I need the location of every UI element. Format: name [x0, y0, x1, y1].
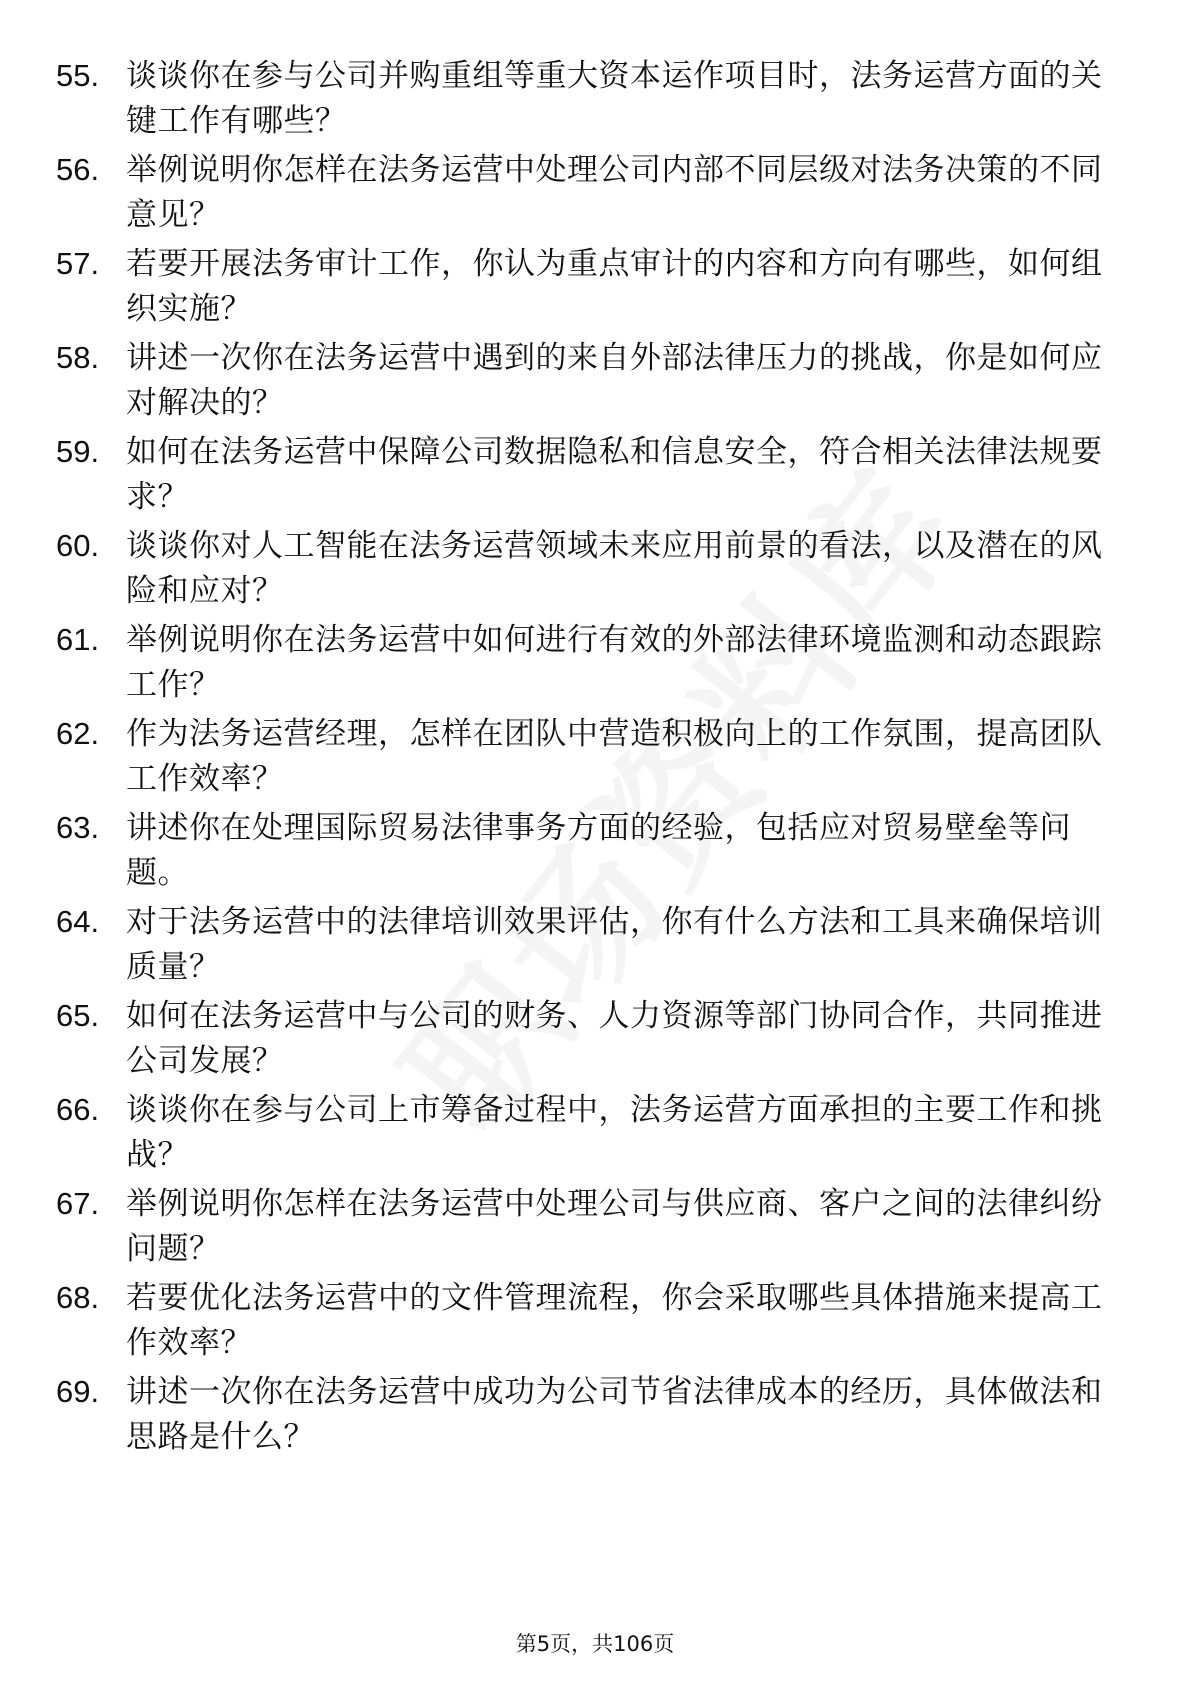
- question-number: 56.: [56, 152, 100, 187]
- question-number: 60.: [56, 528, 100, 563]
- question-item: [0, 524, 1190, 618]
- question-list: [0, 54, 1190, 1464]
- question-text: 举例说明你怎样在法务运营中处理公司与供应商、客户之间的法律纠纷问题？: [126, 1186, 1103, 1267]
- question-number: 57.: [56, 246, 100, 281]
- question-text: 举例说明你在法务运营中如何进行有效的外部法律环境监测和动态跟踪工作？: [126, 622, 1103, 703]
- question-text: 谈谈你在参与公司上市筹备过程中，法务运营方面承担的主要工作和挑战？: [126, 1092, 1103, 1173]
- question-number: 58.: [56, 340, 100, 375]
- question-item: [0, 1276, 1190, 1370]
- question-number: 59.: [56, 434, 100, 469]
- question-number: 55.: [56, 58, 100, 93]
- question-text: 如何在法务运营中保障公司数据隐私和信息安全，符合相关法律法规要求？: [126, 434, 1103, 515]
- question-item: [0, 712, 1190, 806]
- question-item: [0, 54, 1190, 148]
- question-text: 谈谈你在参与公司并购重组等重大资本运作项目时，法务运营方面的关键工作有哪些？: [126, 58, 1103, 139]
- question-item: [0, 1370, 1190, 1464]
- question-item: [0, 1182, 1190, 1276]
- question-number: 68.: [56, 1280, 100, 1315]
- question-item: [0, 336, 1190, 430]
- question-number: 62.: [56, 716, 100, 751]
- question-item: [0, 1088, 1190, 1182]
- question-number: 61.: [56, 622, 100, 657]
- question-text: 作为法务运营经理，怎样在团队中营造积极向上的工作氛围，提高团队工作效率？: [126, 716, 1103, 797]
- question-item: [0, 900, 1190, 994]
- question-text: 若要开展法务审计工作，你认为重点审计的内容和方向有哪些，如何组织实施？: [126, 246, 1103, 327]
- question-text: 如何在法务运营中与公司的财务、人力资源等部门协同合作，共同推进公司发展？: [126, 998, 1103, 1079]
- question-text: 谈谈你对人工智能在法务运营领域未来应用前景的看法，以及潜在的风险和应对？: [126, 528, 1103, 609]
- question-number: 69.: [56, 1374, 100, 1409]
- question-text: 讲述一次你在法务运营中成功为公司节省法律成本的经历，具体做法和思路是什么？: [126, 1374, 1103, 1455]
- question-item: [0, 148, 1190, 242]
- question-text: 若要优化法务运营中的文件管理流程，你会采取哪些具体措施来提高工作效率？: [126, 1280, 1103, 1361]
- question-item: [0, 242, 1190, 336]
- question-item: [0, 618, 1190, 712]
- question-number: 66.: [56, 1092, 100, 1127]
- question-item: [0, 994, 1190, 1088]
- page-footer: 第5页，共106页: [515, 1632, 675, 1656]
- question-text: 讲述一次你在法务运营中遇到的来自外部法律压力的挑战，你是如何应对解决的？: [126, 340, 1103, 421]
- question-text: 举例说明你怎样在法务运营中处理公司内部不同层级对法务决策的不同意见？: [126, 152, 1103, 233]
- question-item: [0, 430, 1190, 524]
- question-number: 64.: [56, 904, 100, 939]
- question-number: 67.: [56, 1186, 100, 1221]
- question-number: 63.: [56, 810, 100, 845]
- question-text: 对于法务运营中的法律培训效果评估，你有什么方法和工具来确保培训质量？: [126, 904, 1103, 985]
- question-text: 讲述你在处理国际贸易法律事务方面的经验，包括应对贸易壁垒等问题。: [126, 810, 1071, 891]
- question-number: 65.: [56, 998, 100, 1033]
- question-item: [0, 806, 1190, 900]
